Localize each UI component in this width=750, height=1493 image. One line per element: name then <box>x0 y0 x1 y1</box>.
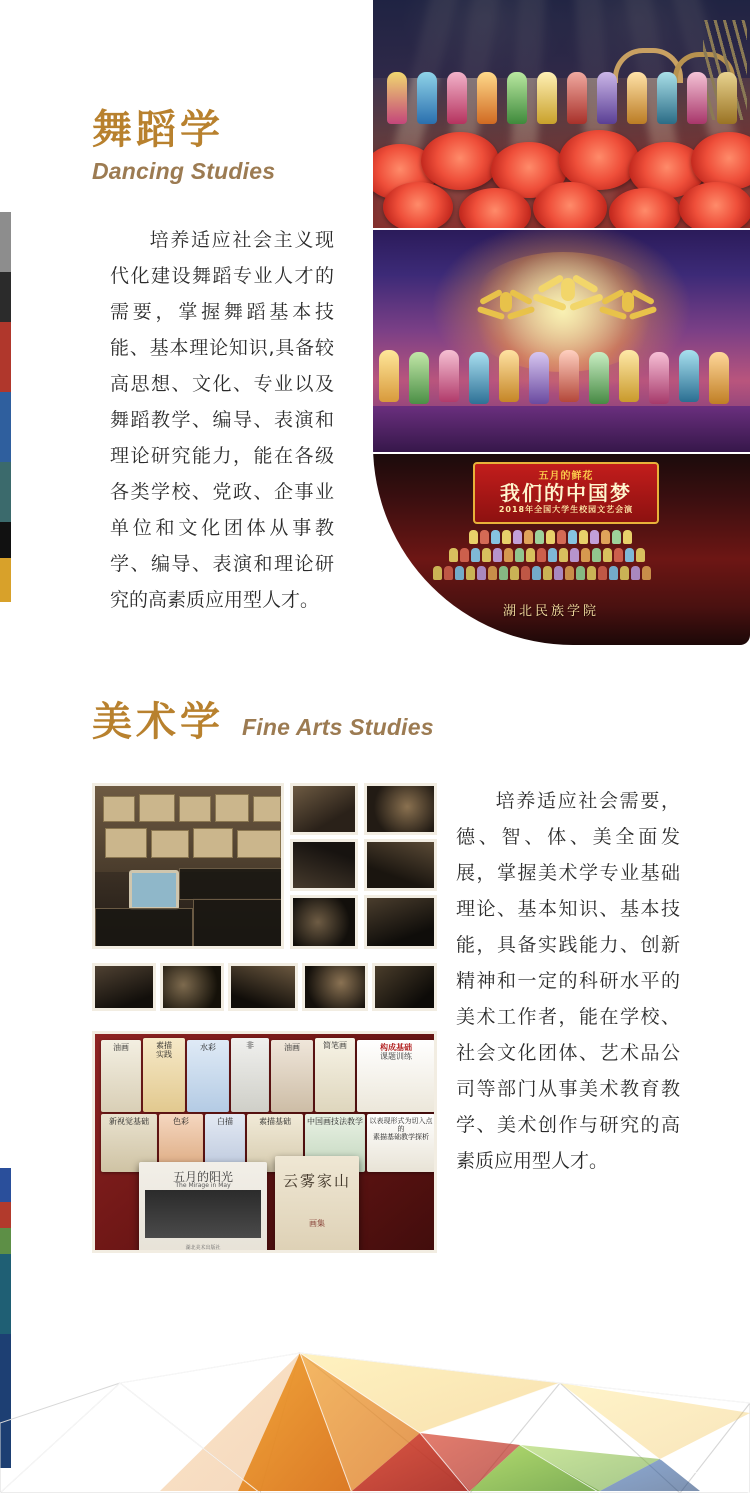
chorus-person <box>642 566 651 580</box>
chorus-back-row <box>373 350 750 400</box>
textbook-cover: 素描 实践 <box>143 1038 185 1112</box>
dancing-body-content: 培养适应社会主义现代化建设舞蹈专业人才的需要，掌握舞蹈基本技能、基本理论知识,具备较高思想、文化、专业以及舞蹈教学、编导、表演和理论研究能力，能在各级各类学校、党政、企事业单位和文化团体从事教学、编导、表演和理论研究的高素质应用型人才。 <box>110 229 334 611</box>
textbook-cover: 简笔画 <box>315 1038 355 1112</box>
banner-line-3: 2018年全国大学生校园文艺会演 <box>498 505 634 514</box>
book-subtitle: 画集 <box>309 1219 325 1228</box>
stage-floor <box>373 406 750 452</box>
chorus-person <box>537 548 546 562</box>
interior-room-photo-5 <box>290 895 358 949</box>
event-banner <box>473 462 659 524</box>
dancer-figure <box>657 72 677 124</box>
textbook-cover: 素描基础 <box>247 1114 303 1172</box>
textbook-cover: 色彩 <box>159 1114 203 1172</box>
textbook-cover: 构成基础 课题训练 <box>357 1040 435 1112</box>
textbook-cover: 白描 <box>205 1114 245 1172</box>
edge-seg-black <box>0 522 11 558</box>
museum-exhibit-photo <box>92 783 284 949</box>
chorus-person <box>636 548 645 562</box>
chorus-row <box>449 548 645 562</box>
thumb-scene <box>95 966 153 1008</box>
display-case <box>95 908 193 949</box>
chorus-person <box>515 548 524 562</box>
chorus-person <box>592 548 601 562</box>
chorus-person <box>493 548 502 562</box>
dancer-figure <box>409 352 429 404</box>
red-umbrella-icon <box>383 182 453 228</box>
chorus-person <box>581 548 590 562</box>
edge-seg-dark <box>0 272 11 322</box>
fine-arts-body-text <box>456 783 680 1179</box>
featured-book-cover <box>275 1156 359 1253</box>
red-umbrella-icon <box>533 182 607 228</box>
chorus-person <box>579 530 588 544</box>
exhibit-frame <box>193 828 233 858</box>
chorus-person <box>460 548 469 562</box>
textbook-cover: 以表现形式为切入点的 素描基础教学探析 <box>367 1114 435 1172</box>
chorus-person <box>482 548 491 562</box>
chorus-person <box>623 530 632 544</box>
display-case <box>193 898 284 949</box>
leaping-dancer-figure <box>483 288 529 322</box>
dancer-figure <box>387 72 407 124</box>
edge-seg-red-2 <box>0 1202 11 1228</box>
dancing-photo-collage <box>373 0 750 645</box>
album-subtitle: The Mirage in May <box>175 1182 231 1189</box>
dancer-figure <box>597 72 617 124</box>
chorus-person <box>502 530 511 544</box>
dancer-torso <box>561 278 575 301</box>
dancer-figure <box>417 72 437 124</box>
umbrella-group <box>373 126 750 228</box>
thumb-photo-3 <box>228 963 298 1011</box>
red-umbrella-icon <box>679 182 750 228</box>
interior-room-photo-1 <box>290 783 358 835</box>
thumb-scene <box>305 966 365 1008</box>
chorus-person <box>455 566 464 580</box>
stage1-scene <box>373 0 750 228</box>
chorus-person <box>587 566 596 580</box>
interior-room-photo-6 <box>364 895 437 949</box>
leaping-dancer-figure <box>605 288 651 322</box>
textbook-cover: 油画 <box>101 1040 141 1112</box>
textbook-cover: 新视觉基础 <box>101 1114 157 1172</box>
dancer-figure <box>537 72 557 124</box>
stage-chorus-photo <box>373 454 750 645</box>
edge-seg-green-2 <box>0 1228 11 1254</box>
album-publisher: 湖北美术出版社 <box>185 1245 221 1251</box>
dancer-figure <box>709 352 729 404</box>
red-umbrella-icon <box>559 130 639 190</box>
dancer-figure <box>679 350 699 402</box>
chorus-person <box>535 530 544 544</box>
chorus-person <box>620 566 629 580</box>
chorus-person <box>568 530 577 544</box>
deco-color-polygons <box>160 1353 750 1491</box>
exhibit-frame <box>103 796 135 822</box>
chorus-person <box>524 530 533 544</box>
dancing-title-block <box>92 108 352 185</box>
room-scene <box>293 786 355 832</box>
chorus-person <box>614 548 623 562</box>
interior-room-photo-3 <box>290 839 358 891</box>
chorus-person <box>433 566 442 580</box>
edge-seg-red <box>0 322 11 392</box>
chorus-person <box>625 548 634 562</box>
dancing-en-title: Dancing Studies <box>92 158 276 184</box>
chorus-person <box>521 566 530 580</box>
chorus-person <box>548 548 557 562</box>
deco-poly-yellow-2 <box>560 1383 750 1459</box>
exhibit-frame <box>253 796 281 822</box>
dancer-figure <box>439 350 459 402</box>
dancer-figure <box>627 72 647 124</box>
interior-room-photo-4 <box>364 839 437 891</box>
thumb-photo-2 <box>160 963 224 1011</box>
chorus-person <box>576 566 585 580</box>
textbook-cover: 中国画技法教学 <box>305 1114 365 1172</box>
red-umbrella-icon <box>421 132 499 190</box>
textbooks-scene <box>95 1034 434 1250</box>
chorus-person <box>543 566 552 580</box>
textbook-cover: 油画 <box>271 1040 313 1112</box>
fine-arts-title-block <box>92 700 434 744</box>
chorus-row <box>433 566 651 580</box>
edge-seg-blue-2 <box>0 1168 11 1202</box>
chorus-person <box>565 566 574 580</box>
thumb-photo-4 <box>302 963 368 1011</box>
dancer-figure <box>447 72 467 124</box>
dancer-figure <box>649 352 669 404</box>
dancing-cn-title: 舞蹈学 <box>92 107 224 153</box>
featured-album-cover <box>139 1162 267 1253</box>
bottom-polygon-decoration <box>0 1263 750 1493</box>
thumb-scene <box>231 966 295 1008</box>
chorus-person <box>601 530 610 544</box>
thumb-scene <box>163 966 221 1008</box>
dancer-figure <box>499 350 519 402</box>
chorus-person <box>603 548 612 562</box>
album-photo-area <box>145 1190 261 1238</box>
dancer-figure <box>589 352 609 404</box>
chorus-person <box>510 566 519 580</box>
chorus-person <box>469 530 478 544</box>
chorus-person <box>532 566 541 580</box>
dancer-figure <box>567 72 587 124</box>
dancer-figure <box>717 72 737 124</box>
dancer-row <box>373 72 750 132</box>
stage-leap-dancers-photo <box>373 230 750 452</box>
edge-seg-gold <box>0 558 11 602</box>
leaping-dancer-figure <box>542 273 595 312</box>
room-scene <box>293 898 355 946</box>
dancer-figure <box>559 350 579 402</box>
venue-caption: 湖北民族学院 <box>503 604 600 619</box>
exhibit-frame <box>179 796 211 822</box>
dancer-figure <box>477 72 497 124</box>
fine-arts-gallery <box>92 783 437 1253</box>
stage3-scene <box>373 454 750 645</box>
exhibit-frame <box>139 794 175 822</box>
chorus-person <box>471 548 480 562</box>
interior-room-photo-2 <box>364 783 437 835</box>
exhibit-frame <box>237 830 281 858</box>
edge-seg-blue <box>0 392 11 462</box>
room-scene <box>367 786 434 832</box>
fine-arts-body-content: 培养适应社会需要，德、智、体、美全面发展，掌握美术学专业基础理论、基本知识、基本技能，具备实践能力、创新精神和一定的科研水平的美术工作者，能在学校、社会文化团体、艺术品公司等部门从事美术教育教学、美术创作与研究的高素质应用型人才。 <box>456 790 680 1172</box>
chorus-person <box>546 530 555 544</box>
fine-arts-cn-title: 美术学 <box>92 699 224 745</box>
textbook-cover: 非 <box>231 1038 269 1112</box>
chorus-person <box>631 566 640 580</box>
chorus-person <box>590 530 599 544</box>
dancer-figure <box>469 352 489 404</box>
thumb-scene <box>375 966 434 1008</box>
dancer-figure <box>529 352 549 404</box>
dancer-figure <box>379 350 399 402</box>
chorus-person <box>609 566 618 580</box>
chorus-person <box>480 530 489 544</box>
chorus-person <box>444 566 453 580</box>
chorus-row <box>469 530 632 544</box>
chorus-person <box>513 530 522 544</box>
chorus-person <box>504 548 513 562</box>
display-case <box>179 868 284 900</box>
room-scene <box>293 842 355 888</box>
chorus-person <box>491 530 500 544</box>
banner-line-2: 我们的中国梦 <box>500 481 632 505</box>
thumb-photo-5 <box>372 963 437 1011</box>
chorus-person <box>466 566 475 580</box>
dancer-figure <box>507 72 527 124</box>
book-title: 云雾家山 <box>282 1172 351 1190</box>
room-scene <box>367 842 434 888</box>
edge-seg-gray <box>0 212 11 272</box>
museum-scene <box>95 786 281 946</box>
exhibit-frame <box>215 794 249 822</box>
chorus-person <box>559 548 568 562</box>
dancing-body-text <box>110 222 334 618</box>
chorus-person <box>554 566 563 580</box>
fine-arts-en-title: Fine Arts Studies <box>242 714 434 740</box>
dancer-figure <box>619 350 639 402</box>
chorus-person <box>557 530 566 544</box>
left-edge-strip-upper <box>0 212 11 602</box>
room-scene <box>367 898 434 946</box>
stage2-scene <box>373 230 750 452</box>
exhibit-frame <box>151 830 189 858</box>
chorus-person <box>488 566 497 580</box>
chorus-person <box>526 548 535 562</box>
textbooks-display-photo <box>92 1031 437 1253</box>
edge-seg-teal <box>0 462 11 522</box>
chorus-person <box>570 548 579 562</box>
vintage-tv-icon <box>129 870 179 910</box>
chorus-person <box>477 566 486 580</box>
chorus-person <box>612 530 621 544</box>
chorus-person <box>449 548 458 562</box>
dancer-figure <box>687 72 707 124</box>
textbook-cover: 水彩 <box>187 1040 229 1112</box>
chorus-person <box>598 566 607 580</box>
exhibit-frame <box>105 828 147 858</box>
album-title: 五月的阳光 <box>172 1170 233 1184</box>
thumb-photo-1 <box>92 963 156 1011</box>
banner-line-1: 五月的鲜花 <box>538 471 594 482</box>
stage-ensemble-umbrellas-photo <box>373 0 750 228</box>
chorus-person <box>499 566 508 580</box>
